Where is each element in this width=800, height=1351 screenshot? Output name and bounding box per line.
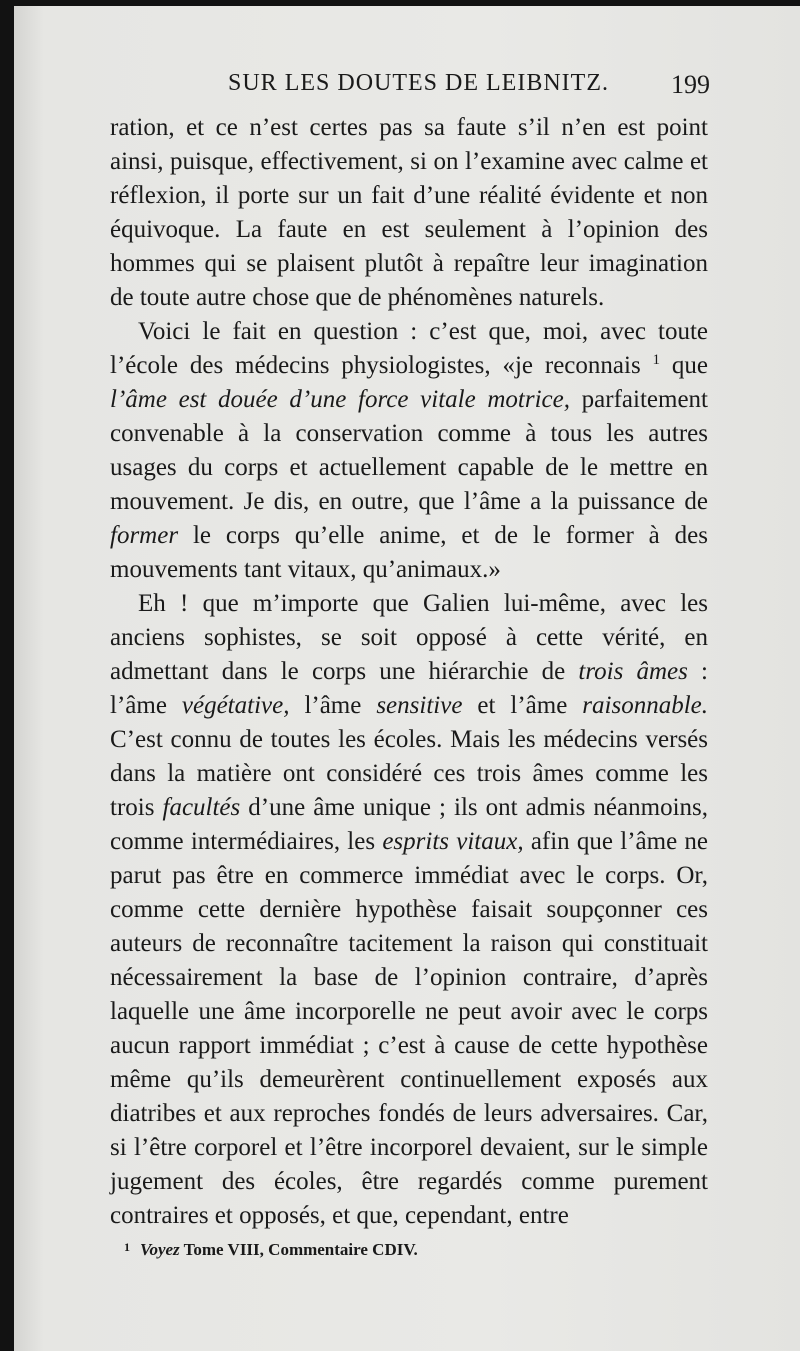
text-run: Eh ! que m’importe que Galien lui-même, avec les anciens sophistes, se soit opposé à cette vérité, en admettant dans le corps une hiérarchie de bbox=[110, 590, 708, 685]
text-run: que bbox=[660, 352, 708, 379]
footnote bbox=[124, 1240, 684, 1260]
text-run: : l’âme bbox=[110, 658, 708, 719]
footnote-reference: 1 bbox=[652, 352, 661, 368]
text-run: l’âme bbox=[289, 692, 377, 719]
emphasis-text: l’âme est douée d’une force vitale motrice, bbox=[110, 386, 570, 413]
emphasis-text: former bbox=[110, 522, 179, 549]
page-number: 199 bbox=[671, 70, 710, 99]
text-run: ration, et ce n’est certes pas sa faute s’il n’en est point ainsi, puisque, effectivement, si on l’examine avec calme et réflexion, il porte sur un fait d’une réalité évidente et non équivoque. La faute en est seulement à l’opinion des hommes qui se plaisent plutôt à repaître leur imagination de toute autre chose que de phénomènes naturels. bbox=[110, 114, 708, 311]
footnote-marker: 1 bbox=[124, 1240, 130, 1254]
emphasis-text: végétative, bbox=[181, 692, 290, 719]
emphasis-text: raisonnable. bbox=[582, 692, 708, 719]
footnote-text: Tome VIII, Commentaire CDIV. bbox=[179, 1240, 418, 1259]
emphasis-text: trois âmes bbox=[578, 658, 688, 685]
emphasis-text: esprits vitaux, bbox=[382, 828, 524, 855]
text-run: parfaitement convenable à la conservation comme à tous les autres usages du corps et actuellement capable de le mettre en mouvement. Je dis, en outre, que l’âme a la puissance de bbox=[110, 386, 708, 515]
text-run: d’une âme unique ; ils ont admis néanmoins, comme intermédiaires, les bbox=[110, 794, 708, 855]
text-run: le corps qu’elle anime, et de le former à des mouvements tant vitaux, qu’animaux.» bbox=[110, 522, 708, 583]
footnote-lead: Voyez bbox=[140, 1240, 180, 1259]
text-run: afin que l’âme ne parut pas être en commerce immédiat avec le corps. Or, comme cette dernière hypothèse faisait soupçonner ces auteurs de reconnaître tacitement la raison qui constituait nécessairement la base de l’opinion contraire, d’après laquelle une âme incorporelle ne peut avoir avec le corps aucun rapport immédiat ; c’est à cause de cette hypothèse même qu’ils demeurèrent continuellement exposés aux diatribes et aux reproches fondés de leurs adversaires. Car, si l’être corporel et l’être incorporel devaient, sur le simple jugement des écoles, être regardés comme purement contraires et opposés, et que, cependant, entre bbox=[110, 828, 708, 1229]
paragraph bbox=[110, 587, 708, 1233]
paragraph bbox=[110, 315, 708, 587]
body-text bbox=[110, 111, 708, 1233]
emphasis-text: facultés bbox=[162, 794, 241, 821]
paragraph bbox=[110, 111, 708, 315]
text-run: Voici le fait en question : c’est que, moi, avec toute l’école des médecins physiologistes, «je reconnais bbox=[110, 318, 708, 379]
page-header bbox=[228, 70, 718, 106]
text-run: et l’âme bbox=[462, 692, 583, 719]
running-title: SUR LES DOUTES DE LEIBNITZ. bbox=[228, 70, 609, 96]
emphasis-text: sensitive bbox=[376, 692, 463, 719]
text-run: C’est connu de toutes les écoles. Mais les médecins versés dans la matière ont considéré ces trois âmes comme les trois bbox=[110, 726, 708, 821]
